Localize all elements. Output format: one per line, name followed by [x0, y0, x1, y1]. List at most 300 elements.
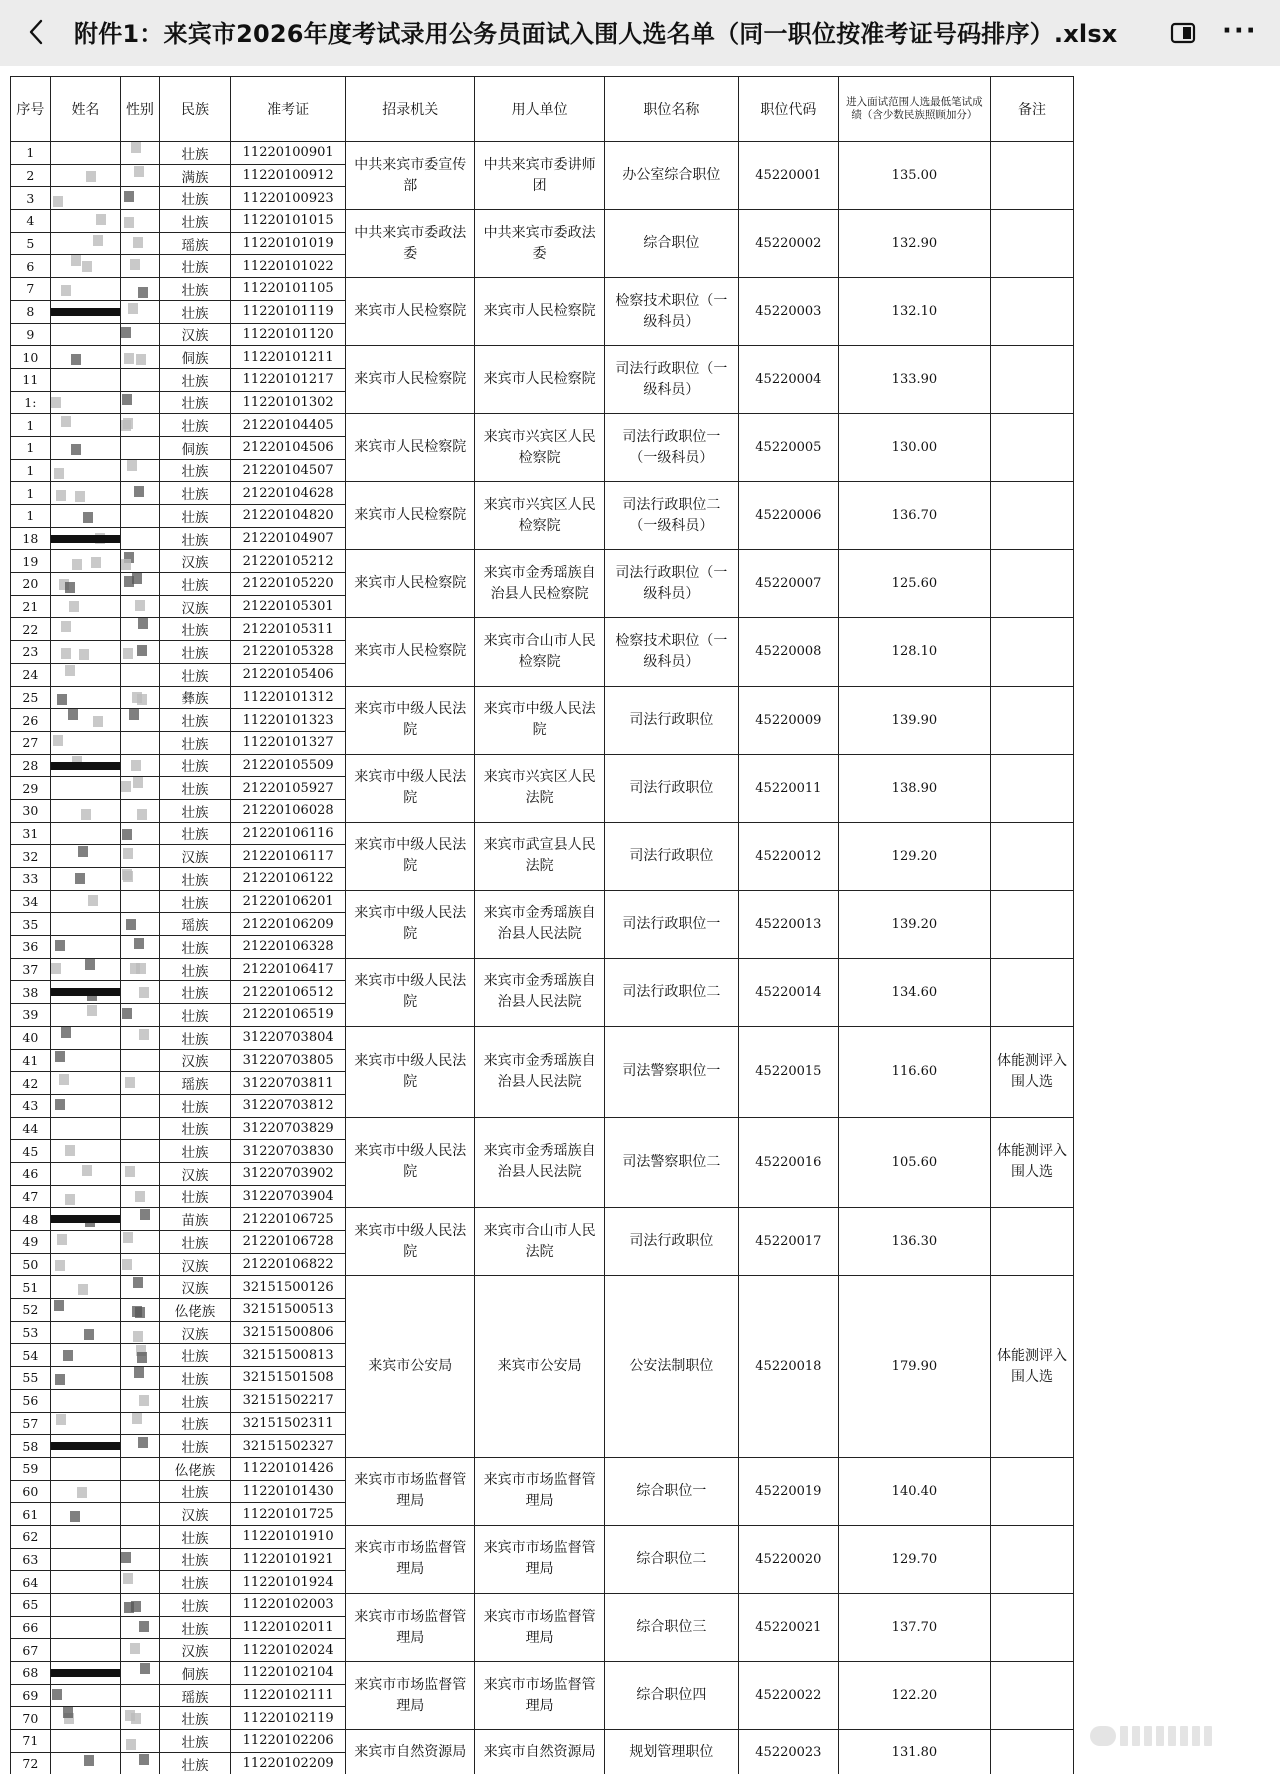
redaction-mosaic [134, 1367, 144, 1378]
candidate-table [10, 76, 1074, 1774]
ethnicity-cell: 彝族 [159, 686, 231, 709]
note-cell [991, 1457, 1074, 1525]
gender-cell-redacted [121, 1548, 160, 1571]
redaction-mosaic [82, 261, 92, 272]
name-cell-redacted [50, 641, 120, 664]
col-header-exam-no: 准考证 [231, 77, 346, 142]
name-cell-redacted [50, 255, 120, 278]
position-code-cell: 45220019 [738, 1457, 838, 1525]
col-header-gender: 性别 [121, 77, 160, 142]
ethnicity-cell: 壮族 [159, 1525, 231, 1548]
min-score-cell: 179.90 [838, 1276, 990, 1458]
redaction-mosaic [134, 938, 144, 949]
unit-cell: 来宾市兴宾区人民检察院 [475, 414, 604, 482]
gender-cell-redacted [121, 505, 160, 528]
redaction-mosaic [51, 397, 61, 408]
name-cell-redacted [50, 323, 120, 346]
redaction-bar [50, 1669, 120, 1677]
min-score-cell: 130.00 [838, 414, 990, 482]
min-score-cell: 137.70 [838, 1594, 990, 1662]
name-cell-redacted [50, 1140, 120, 1163]
redaction-mosaic [123, 648, 133, 659]
ethnicity-cell: 壮族 [159, 142, 231, 165]
gender-cell-redacted [121, 255, 160, 278]
ethnicity-cell: 壮族 [159, 1594, 231, 1617]
gender-cell-redacted [121, 1276, 160, 1299]
exam-number-cell: 32151500806 [231, 1321, 346, 1344]
table-row [11, 754, 1074, 777]
redaction-mosaic [125, 1710, 135, 1721]
redaction-mosaic [139, 987, 149, 998]
note-cell [991, 1594, 1074, 1662]
gender-cell-redacted [121, 1684, 160, 1707]
more-options-button[interactable]: ··· [1222, 16, 1258, 46]
redaction-mosaic [91, 557, 101, 568]
ethnicity-cell: 壮族 [159, 1004, 231, 1027]
name-cell-redacted [50, 1594, 120, 1617]
exam-number-cell: 11220101312 [231, 686, 346, 709]
position-code-cell: 45220016 [738, 1117, 838, 1208]
exam-number-cell: 11220101015 [231, 210, 346, 233]
agency-cell: 来宾市中级人民法院 [346, 958, 475, 1026]
redaction-mosaic [122, 1259, 132, 1270]
redaction-mosaic [124, 217, 134, 228]
gender-cell-redacted [121, 663, 160, 686]
agency-cell: 来宾市中级人民法院 [346, 686, 475, 754]
seq-cell: 9 [11, 323, 51, 346]
name-cell-redacted [50, 1117, 120, 1140]
gender-cell-redacted [121, 1480, 160, 1503]
min-score-cell: 122.20 [838, 1662, 990, 1730]
seq-cell: 28 [11, 754, 51, 777]
gender-cell-redacted [121, 1094, 160, 1117]
unit-cell: 来宾市武宣县人民法院 [475, 822, 604, 890]
exam-number-cell: 21220105311 [231, 618, 346, 641]
seq-cell: 1 [11, 142, 51, 165]
min-score-cell: 136.30 [838, 1208, 990, 1276]
exam-number-cell: 21220105406 [231, 663, 346, 686]
agency-cell: 来宾市人民检察院 [346, 278, 475, 346]
redaction-mosaic [123, 871, 133, 882]
seq-cell: 65 [11, 1594, 51, 1617]
note-cell: 体能测评入围人选 [991, 1026, 1074, 1117]
col-header-position: 职位名称 [604, 77, 738, 142]
gender-cell-redacted [121, 1026, 160, 1049]
redaction-mosaic [84, 1329, 94, 1340]
name-cell-redacted [50, 550, 120, 573]
exam-number-cell: 32151502217 [231, 1389, 346, 1412]
name-cell-redacted [50, 1185, 120, 1208]
position-code-cell: 45220014 [738, 958, 838, 1026]
exam-number-cell: 11220102003 [231, 1594, 346, 1617]
name-cell-redacted [50, 777, 120, 800]
min-score-cell: 129.20 [838, 822, 990, 890]
back-button[interactable] [22, 18, 50, 46]
redaction-mosaic [54, 468, 64, 479]
exam-number-cell: 11220101105 [231, 278, 346, 301]
col-header-min-score: 进入面试范围人选最低笔试成绩（含少数民族照顾加分） [838, 77, 990, 142]
position-code-cell: 45220011 [738, 754, 838, 822]
table-row [11, 1026, 1074, 1049]
seq-cell: 50 [11, 1253, 51, 1276]
note-cell [991, 618, 1074, 686]
redaction-mosaic [53, 735, 63, 746]
ethnicity-cell: 满族 [159, 164, 231, 187]
gender-cell-redacted [121, 1662, 160, 1685]
redaction-mosaic [61, 621, 71, 632]
position-code-cell: 45220021 [738, 1594, 838, 1662]
seq-cell: 53 [11, 1321, 51, 1344]
seq-cell: 18 [11, 527, 51, 550]
redaction-bar [50, 1215, 120, 1223]
note-cell [991, 482, 1074, 550]
ethnicity-cell: 壮族 [159, 731, 231, 754]
min-score-cell: 136.70 [838, 482, 990, 550]
table-row [11, 482, 1074, 505]
exam-number-cell: 11220101120 [231, 323, 346, 346]
ethnicity-cell: 壮族 [159, 936, 231, 959]
redaction-mosaic [138, 1437, 148, 1448]
exam-number-cell: 21220104907 [231, 527, 346, 550]
gender-cell-redacted [121, 482, 160, 505]
ethnicity-cell: 壮族 [159, 300, 231, 323]
name-cell-redacted [50, 573, 120, 596]
gender-cell-redacted [121, 1299, 160, 1322]
note-cell [991, 890, 1074, 958]
exam-number-cell: 11220101022 [231, 255, 346, 278]
position-code-cell: 45220001 [738, 142, 838, 210]
ethnicity-cell: 壮族 [159, 822, 231, 845]
ethnicity-cell: 壮族 [159, 1140, 231, 1163]
redaction-mosaic [124, 191, 134, 202]
unit-cell: 来宾市市场监督管理局 [475, 1662, 604, 1730]
ethnicity-cell: 汉族 [159, 1321, 231, 1344]
redaction-mosaic [63, 1350, 73, 1361]
exam-number-cell: 11220102119 [231, 1707, 346, 1730]
unit-cell: 来宾市兴宾区人民检察院 [475, 482, 604, 550]
ethnicity-cell: 壮族 [159, 1616, 231, 1639]
table-row [11, 550, 1074, 573]
redaction-mosaic [129, 709, 139, 720]
gender-cell-redacted [121, 731, 160, 754]
unit-cell: 来宾市人民检察院 [475, 346, 604, 414]
redaction-mosaic [96, 214, 106, 225]
position-code-cell: 45220022 [738, 1662, 838, 1730]
redaction-mosaic [133, 1331, 143, 1342]
seq-cell: 1 [11, 436, 51, 459]
redaction-mosaic [72, 559, 82, 570]
redaction-mosaic [51, 963, 61, 974]
note-cell [991, 686, 1074, 754]
note-cell [991, 278, 1074, 346]
ethnicity-cell: 仫佬族 [159, 1299, 231, 1322]
min-score-cell: 139.90 [838, 686, 990, 754]
unit-cell: 来宾市中级人民法院 [475, 686, 604, 754]
exam-number-cell: 21220105509 [231, 754, 346, 777]
seq-cell: 5 [11, 232, 51, 255]
redaction-mosaic [140, 1209, 150, 1220]
name-cell-redacted [50, 210, 120, 233]
note-cell [991, 754, 1074, 822]
exam-number-cell: 21220106122 [231, 868, 346, 891]
ethnicity-cell: 壮族 [159, 255, 231, 278]
name-cell-redacted [50, 1367, 120, 1390]
col-header-code: 职位代码 [738, 77, 838, 142]
gender-cell-redacted [121, 754, 160, 777]
gender-cell-redacted [121, 1503, 160, 1526]
name-cell-redacted [50, 1571, 120, 1594]
redaction-mosaic [69, 601, 79, 612]
ethnicity-cell: 壮族 [159, 777, 231, 800]
min-score-cell: 131.80 [838, 1730, 990, 1774]
ethnicity-cell: 汉族 [159, 1503, 231, 1526]
position-code-cell: 45220020 [738, 1525, 838, 1593]
ethnicity-cell: 壮族 [159, 981, 231, 1004]
name-cell-redacted [50, 1299, 120, 1322]
ethnicity-cell: 瑶族 [159, 913, 231, 936]
table-row [11, 686, 1074, 709]
position-cell: 司法行政职位（一级科员） [604, 550, 738, 618]
position-cell: 综合职位二 [604, 1525, 738, 1593]
note-cell [991, 1525, 1074, 1593]
table-row [11, 142, 1074, 165]
note-cell [991, 822, 1074, 890]
exam-number-cell: 21220104628 [231, 482, 346, 505]
seq-cell: 31 [11, 822, 51, 845]
gender-cell-redacted [121, 1162, 160, 1185]
ethnicity-cell: 瑶族 [159, 1072, 231, 1095]
name-cell-redacted [50, 1321, 120, 1344]
ethnicity-cell: 侗族 [159, 436, 231, 459]
seq-cell: 33 [11, 868, 51, 891]
redaction-mosaic [126, 1739, 136, 1750]
min-score-cell: 140.40 [838, 1457, 990, 1525]
seq-cell: 1 [11, 505, 51, 528]
name-cell-redacted [50, 936, 120, 959]
name-cell-redacted [50, 1094, 120, 1117]
exam-number-cell: 21220106519 [231, 1004, 346, 1027]
seq-cell: 26 [11, 709, 51, 732]
reader-view-icon[interactable] [1170, 22, 1196, 44]
ethnicity-cell: 壮族 [159, 1548, 231, 1571]
exam-number-cell: 31220703804 [231, 1026, 346, 1049]
unit-cell: 来宾市金秀瑶族自治县人民检察院 [475, 550, 604, 618]
name-cell-redacted [50, 1208, 120, 1231]
seq-cell: 1 [11, 459, 51, 482]
gender-cell-redacted [121, 1140, 160, 1163]
redaction-mosaic [121, 1552, 131, 1563]
name-cell-redacted [50, 346, 120, 369]
exam-number-cell: 11220101910 [231, 1525, 346, 1548]
header-row [11, 77, 1074, 142]
gender-cell-redacted [121, 232, 160, 255]
ethnicity-cell: 壮族 [159, 482, 231, 505]
position-cell: 检察技术职位（一级科员） [604, 618, 738, 686]
exam-number-cell: 21220105212 [231, 550, 346, 573]
ethnicity-cell: 汉族 [159, 845, 231, 868]
gender-cell-redacted [121, 1253, 160, 1276]
col-header-seq: 序号 [11, 77, 51, 142]
exam-number-cell: 21220106209 [231, 913, 346, 936]
redaction-mosaic [121, 559, 131, 570]
gender-cell-redacted [121, 1639, 160, 1662]
exam-number-cell: 11220101924 [231, 1571, 346, 1594]
name-cell-redacted [50, 731, 120, 754]
redaction-mosaic [135, 1191, 145, 1202]
name-cell-redacted [50, 1004, 120, 1027]
gender-cell-redacted [121, 278, 160, 301]
seq-cell: 40 [11, 1026, 51, 1049]
redaction-mosaic [78, 846, 88, 857]
agency-cell: 来宾市中级人民法院 [346, 890, 475, 958]
seq-cell: 60 [11, 1480, 51, 1503]
back-icon [28, 19, 44, 45]
agency-cell: 中共来宾市委宣传部 [346, 142, 475, 210]
redaction-mosaic [70, 1511, 80, 1522]
ethnicity-cell: 壮族 [159, 414, 231, 437]
seq-cell: 58 [11, 1435, 51, 1458]
exam-number-cell: 31220703812 [231, 1094, 346, 1117]
redaction-mosaic [121, 781, 131, 792]
gender-cell-redacted [121, 346, 160, 369]
unit-cell: 来宾市市场监督管理局 [475, 1594, 604, 1662]
table-row [11, 822, 1074, 845]
seq-cell: 45 [11, 1140, 51, 1163]
seq-cell: 39 [11, 1004, 51, 1027]
agency-cell: 来宾市市场监督管理局 [346, 1457, 475, 1525]
redaction-mosaic [55, 940, 65, 951]
position-cell: 司法行政职位一 [604, 890, 738, 958]
ethnicity-cell: 壮族 [159, 368, 231, 391]
position-cell: 办公室综合职位 [604, 142, 738, 210]
exam-number-cell: 11220102111 [231, 1684, 346, 1707]
ethnicity-cell: 壮族 [159, 1094, 231, 1117]
position-code-cell: 45220013 [738, 890, 838, 958]
position-cell: 司法行政职位 [604, 686, 738, 754]
ethnicity-cell: 仫佬族 [159, 1457, 231, 1480]
gender-cell-redacted [121, 890, 160, 913]
ethnicity-cell: 壮族 [159, 1412, 231, 1435]
seq-cell: 20 [11, 573, 51, 596]
name-cell-redacted [50, 913, 120, 936]
exam-number-cell: 11220101217 [231, 368, 346, 391]
name-cell-redacted [50, 799, 120, 822]
unit-cell: 来宾市合山市人民法院 [475, 1208, 604, 1276]
gender-cell-redacted [121, 913, 160, 936]
position-cell: 规划管理职位 [604, 1730, 738, 1774]
document-title: 附件1：来宾市2026年度考试录用公务员面试入围人选名单（同一职位按准考证号码排序）.xlsx [74, 20, 1118, 48]
note-cell [991, 550, 1074, 618]
gender-cell-redacted [121, 1571, 160, 1594]
exam-number-cell: 11220102206 [231, 1730, 346, 1753]
agency-cell: 中共来宾市委政法委 [346, 210, 475, 278]
min-score-cell: 132.90 [838, 210, 990, 278]
name-cell-redacted [50, 618, 120, 641]
note-cell [991, 414, 1074, 482]
exam-number-cell: 11220101323 [231, 709, 346, 732]
exam-number-cell: 11220101327 [231, 731, 346, 754]
redaction-mosaic [132, 1413, 142, 1424]
redaction-mosaic [137, 645, 147, 656]
seq-cell: 34 [11, 890, 51, 913]
table-row [11, 1525, 1074, 1548]
gender-cell-redacted [121, 1072, 160, 1095]
name-cell-redacted [50, 278, 120, 301]
redaction-mosaic [136, 963, 146, 974]
position-cell: 司法行政职位 [604, 754, 738, 822]
table-row [11, 278, 1074, 301]
seq-cell: 23 [11, 641, 51, 664]
position-code-cell: 45220007 [738, 550, 838, 618]
redaction-mosaic [121, 327, 131, 338]
name-cell-redacted [50, 868, 120, 891]
position-cell: 司法警察职位二 [604, 1117, 738, 1208]
seq-cell: 64 [11, 1571, 51, 1594]
agency-cell: 来宾市中级人民法院 [346, 1026, 475, 1117]
seq-cell: 4 [11, 210, 51, 233]
redaction-mosaic [132, 1306, 142, 1317]
gender-cell-redacted [121, 1435, 160, 1458]
position-cell: 司法行政职位一（一级科员） [604, 414, 738, 482]
ethnicity-cell: 壮族 [159, 1344, 231, 1367]
unit-cell: 来宾市人民检察院 [475, 278, 604, 346]
name-cell-redacted [50, 527, 120, 550]
table-row [11, 618, 1074, 641]
gender-cell-redacted [121, 1185, 160, 1208]
exam-number-cell: 21220104405 [231, 414, 346, 437]
position-cell: 检察技术职位（一级科员） [604, 278, 738, 346]
redaction-mosaic [133, 777, 143, 788]
name-cell-redacted [50, 414, 120, 437]
name-cell-redacted [50, 368, 120, 391]
seq-cell: 52 [11, 1299, 51, 1322]
exam-number-cell: 11220102011 [231, 1616, 346, 1639]
gender-cell-redacted [121, 1344, 160, 1367]
redaction-mosaic [61, 1027, 71, 1038]
redaction-mosaic [53, 196, 63, 207]
position-code-cell: 45220002 [738, 210, 838, 278]
gender-cell-redacted [121, 799, 160, 822]
ethnicity-cell: 壮族 [159, 1571, 231, 1594]
ethnicity-cell: 壮族 [159, 459, 231, 482]
seq-cell: 67 [11, 1639, 51, 1662]
name-cell-redacted [50, 754, 120, 777]
spreadsheet-view[interactable] [10, 76, 1074, 1774]
col-header-note: 备注 [991, 77, 1074, 142]
position-cell: 司法行政职位二（一级科员） [604, 482, 738, 550]
exam-number-cell: 32151501508 [231, 1367, 346, 1390]
unit-cell: 来宾市公安局 [475, 1276, 604, 1458]
redaction-mosaic [63, 1707, 73, 1718]
gender-cell-redacted [121, 822, 160, 845]
ethnicity-cell: 汉族 [159, 595, 231, 618]
exam-number-cell: 11220101211 [231, 346, 346, 369]
min-score-cell: 129.70 [838, 1525, 990, 1593]
ethnicity-cell: 壮族 [159, 210, 231, 233]
seq-cell: 24 [11, 663, 51, 686]
position-code-cell: 45220015 [738, 1026, 838, 1117]
seq-cell: 25 [11, 686, 51, 709]
gender-cell-redacted [121, 1525, 160, 1548]
gender-cell-redacted [121, 1004, 160, 1027]
seq-cell: 63 [11, 1548, 51, 1571]
seq-cell: 55 [11, 1367, 51, 1390]
redaction-mosaic [132, 573, 142, 584]
name-cell-redacted [50, 981, 120, 1004]
redaction-mosaic [134, 166, 144, 177]
name-cell-redacted [50, 709, 120, 732]
ethnicity-cell: 壮族 [159, 391, 231, 414]
